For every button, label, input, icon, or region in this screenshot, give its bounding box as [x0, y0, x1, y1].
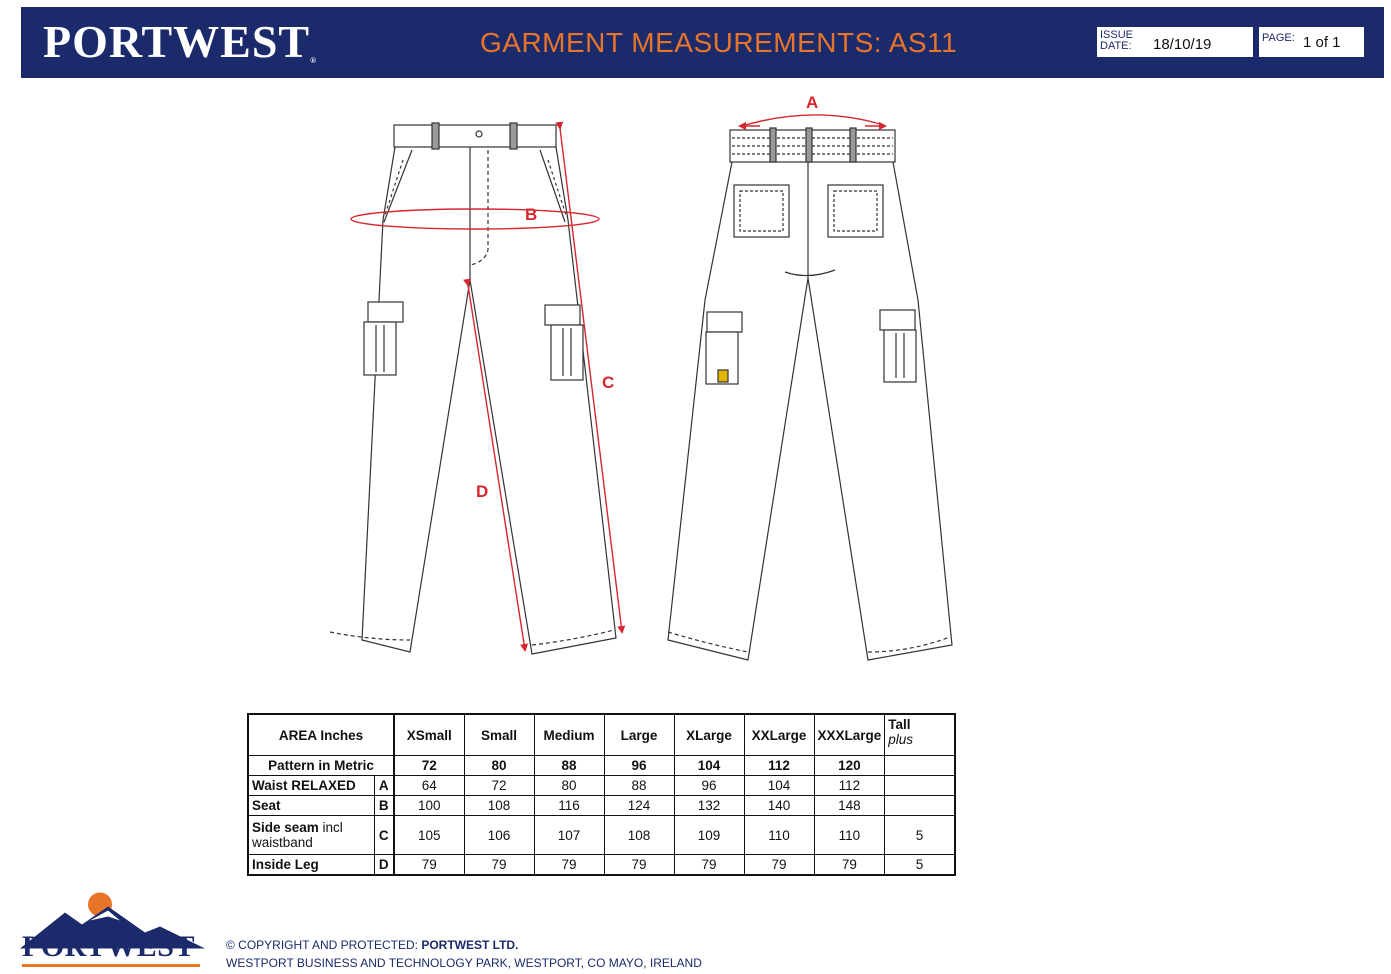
label-a: A	[806, 93, 819, 112]
issue-date-value: 18/10/19	[1153, 36, 1212, 53]
table-cell: 79	[394, 855, 464, 876]
row-label: Side seam incl waistband	[248, 816, 374, 855]
size-header: XSmall	[394, 714, 464, 756]
table-cell: 124	[604, 796, 674, 816]
table-cell: 110	[744, 816, 814, 855]
table-row	[248, 816, 955, 855]
page-value: 1 of 1	[1303, 34, 1341, 51]
row-label: Waist RELAXED	[248, 776, 374, 796]
table-cell: 132	[674, 796, 744, 816]
table-cell: 79	[814, 855, 885, 876]
row-code: C	[374, 816, 394, 855]
table-cell: 112	[744, 756, 814, 776]
table-cell: 112	[814, 776, 885, 796]
footer-brand: PORTWEST	[22, 930, 195, 963]
measurement-lines	[351, 115, 885, 650]
table-cell: 88	[534, 756, 604, 776]
table-cell	[885, 756, 955, 776]
table-cell: 148	[814, 796, 885, 816]
table-cell	[885, 776, 955, 796]
table-cell: 105	[394, 816, 464, 855]
table-cell: 140	[744, 796, 814, 816]
table-cell	[885, 796, 955, 816]
size-header: XLarge	[674, 714, 744, 756]
tall-header: Tall plus	[885, 714, 955, 756]
page-label: PAGE:	[1262, 32, 1295, 44]
brand-logo: PORTWEST®	[43, 16, 318, 67]
table-cell: 72	[394, 756, 464, 776]
address-text: WESTPORT BUSINESS AND TECHNOLOGY PARK, WESTPORT, CO MAYO, IRELAND	[226, 956, 702, 970]
table-cell: 106	[464, 816, 534, 855]
trousers-back-view	[668, 128, 952, 660]
table-cell: 120	[814, 756, 885, 776]
table-cell: 108	[604, 816, 674, 855]
table-cell: 72	[464, 776, 534, 796]
issue-date-label: ISSUE DATE:	[1100, 29, 1134, 52]
table-cell: 80	[464, 756, 534, 776]
table-cell: 5	[885, 855, 955, 876]
table-cell: 5	[885, 816, 955, 855]
row-code: A	[374, 776, 394, 796]
table-cell: 110	[814, 816, 885, 855]
table-cell: 88	[604, 776, 674, 796]
table-cell: 107	[534, 816, 604, 855]
size-header: Small	[464, 714, 534, 756]
row-label: Seat	[248, 796, 374, 816]
table-cell: 79	[464, 855, 534, 876]
table-row	[248, 756, 955, 776]
label-b: B	[525, 205, 538, 224]
size-header: XXXLarge	[814, 714, 885, 756]
table-cell: 96	[674, 776, 744, 796]
table-cell: 79	[604, 855, 674, 876]
table-cell: 109	[674, 816, 744, 855]
table-cell: 100	[394, 796, 464, 816]
measurement-table	[247, 713, 956, 876]
footer-divider	[22, 964, 200, 967]
table-cell: 104	[674, 756, 744, 776]
table-cell: 80	[534, 776, 604, 796]
trousers-front-view	[330, 123, 616, 654]
label-c: C	[602, 373, 615, 392]
table-header-row	[248, 714, 955, 756]
table-cell: 104	[744, 776, 814, 796]
table-cell: 79	[674, 855, 744, 876]
size-header: Medium	[534, 714, 604, 756]
table-row	[248, 796, 955, 816]
page-title: GARMENT MEASUREMENTS: AS11	[480, 27, 958, 58]
label-d: D	[476, 482, 489, 501]
area-header: AREA Inches	[248, 714, 394, 756]
table-cell: 79	[744, 855, 814, 876]
row-code: D	[374, 855, 394, 876]
row-code: B	[374, 796, 394, 816]
table-cell: 79	[534, 855, 604, 876]
size-header: Large	[604, 714, 674, 756]
pattern-label: Pattern in Metric	[248, 756, 394, 776]
table-row	[248, 776, 955, 796]
size-header: XXLarge	[744, 714, 814, 756]
table-cell: 108	[464, 796, 534, 816]
copyright-text: © COPYRIGHT AND PROTECTED: PORTWEST LTD.	[226, 938, 519, 952]
table-cell: 96	[604, 756, 674, 776]
table-cell: 64	[394, 776, 464, 796]
row-label: Inside Leg	[248, 855, 374, 876]
table-row	[248, 855, 955, 876]
table-cell: 116	[534, 796, 604, 816]
